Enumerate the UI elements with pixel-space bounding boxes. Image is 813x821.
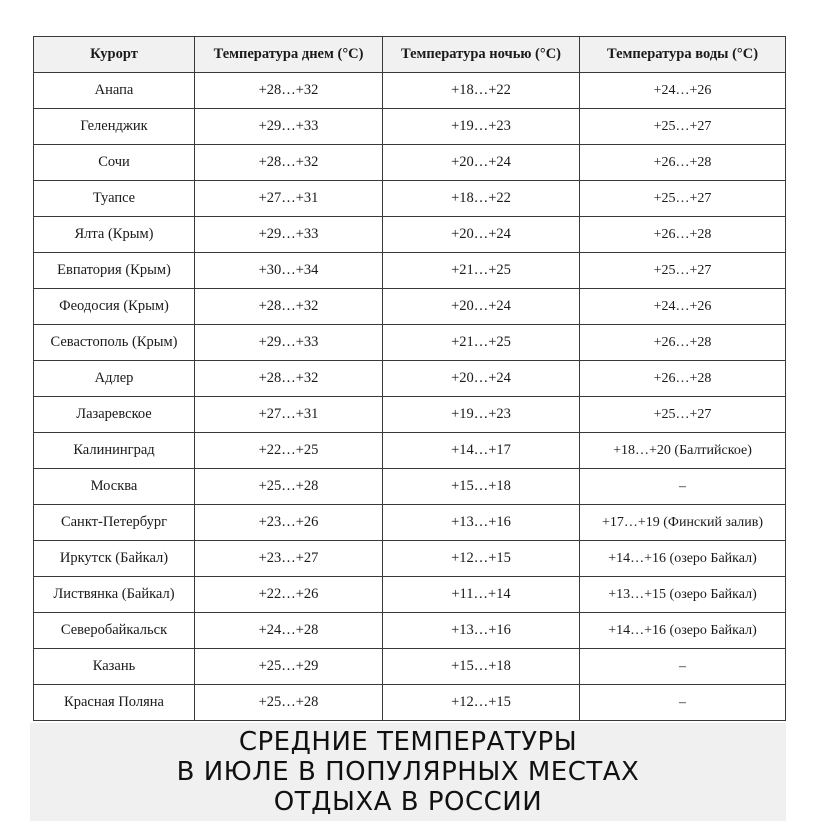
cell-day-temperature: +22…+25: [195, 433, 383, 469]
table-row: [34, 217, 786, 253]
cell-resort: Евпатория (Крым): [34, 253, 195, 289]
cell-resort: Иркутск (Байкал): [34, 541, 195, 577]
cell-night-temperature: +15…+18: [383, 649, 580, 685]
cell-night-temperature: +19…+23: [383, 109, 580, 145]
cell-water-temperature: +17…+19 (Финский залив): [580, 505, 786, 541]
cell-day-temperature: +23…+26: [195, 505, 383, 541]
table-row: [34, 109, 786, 145]
cell-day-temperature: +28…+32: [195, 289, 383, 325]
table-row: [34, 469, 786, 505]
cell-night-temperature: +20…+24: [383, 361, 580, 397]
cell-day-temperature: +25…+28: [195, 469, 383, 505]
cell-resort: Красная Поляна: [34, 685, 195, 721]
cell-night-temperature: +12…+15: [383, 541, 580, 577]
cell-day-temperature: +28…+32: [195, 361, 383, 397]
table-row: [34, 577, 786, 613]
cell-day-temperature: +27…+31: [195, 181, 383, 217]
header-water-temperature: Температура воды (°C): [580, 37, 786, 73]
table-row: [34, 397, 786, 433]
cell-night-temperature: +21…+25: [383, 253, 580, 289]
cell-resort: Сочи: [34, 145, 195, 181]
cell-night-temperature: +18…+22: [383, 181, 580, 217]
cell-day-temperature: +29…+33: [195, 325, 383, 361]
cell-water-temperature: +26…+28: [580, 217, 786, 253]
cell-day-temperature: +28…+32: [195, 73, 383, 109]
cell-water-temperature: –: [580, 649, 786, 685]
cell-water-temperature: –: [580, 469, 786, 505]
table-row: [34, 541, 786, 577]
cell-water-temperature: +14…+16 (озеро Байкал): [580, 541, 786, 577]
header-day-temperature: Температура днем (°C): [195, 37, 383, 73]
cell-night-temperature: +13…+16: [383, 505, 580, 541]
cell-water-temperature: +25…+27: [580, 253, 786, 289]
cell-water-temperature: +26…+28: [580, 145, 786, 181]
cell-night-temperature: +14…+17: [383, 433, 580, 469]
table-row: [34, 361, 786, 397]
cell-resort: Лазаревское: [34, 397, 195, 433]
cell-resort: Казань: [34, 649, 195, 685]
cell-day-temperature: +29…+33: [195, 109, 383, 145]
cell-water-temperature: +24…+26: [580, 289, 786, 325]
table-header-row: [34, 37, 786, 73]
table-row: [34, 145, 786, 181]
table-row: [34, 433, 786, 469]
table-row: [34, 253, 786, 289]
cell-night-temperature: +12…+15: [383, 685, 580, 721]
cell-resort: Туапсе: [34, 181, 195, 217]
cell-night-temperature: +15…+18: [383, 469, 580, 505]
cell-water-temperature: +25…+27: [580, 397, 786, 433]
cell-resort: Геленджик: [34, 109, 195, 145]
cell-resort: Анапа: [34, 73, 195, 109]
cell-resort: Ялта (Крым): [34, 217, 195, 253]
table-body: [34, 73, 786, 721]
table-row: [34, 613, 786, 649]
cell-day-temperature: +24…+28: [195, 613, 383, 649]
cell-day-temperature: +25…+28: [195, 685, 383, 721]
table-row: [34, 505, 786, 541]
table-row: [34, 181, 786, 217]
caption-line-1: СРЕДНИЕ ТЕМПЕРАТУРЫ: [238, 727, 578, 757]
cell-day-temperature: +22…+26: [195, 577, 383, 613]
cell-water-temperature: +26…+28: [580, 361, 786, 397]
header-resort: Курорт: [34, 37, 195, 73]
temperature-table-wrapper: [33, 36, 785, 721]
table-row: [34, 289, 786, 325]
cell-water-temperature: +25…+27: [580, 181, 786, 217]
cell-resort: Адлер: [34, 361, 195, 397]
cell-resort: Феодосия (Крым): [34, 289, 195, 325]
cell-water-temperature: +14…+16 (озеро Байкал): [580, 613, 786, 649]
cell-night-temperature: +11…+14: [383, 577, 580, 613]
table-row: [34, 73, 786, 109]
cell-resort: Листвянка (Байкал): [34, 577, 195, 613]
cell-night-temperature: +18…+22: [383, 73, 580, 109]
cell-resort: Санкт-Петербург: [34, 505, 195, 541]
cell-day-temperature: +30…+34: [195, 253, 383, 289]
cell-day-temperature: +25…+29: [195, 649, 383, 685]
cell-water-temperature: +18…+20 (Балтийское): [580, 433, 786, 469]
cell-water-temperature: +25…+27: [580, 109, 786, 145]
caption-line-2: В ИЮЛЕ В ПОПУЛЯРНЫХ МЕСТАХ: [176, 757, 640, 787]
cell-water-temperature: –: [580, 685, 786, 721]
header-night-temperature: Температура ночью (°C): [383, 37, 580, 73]
cell-water-temperature: +24…+26: [580, 73, 786, 109]
cell-night-temperature: +21…+25: [383, 325, 580, 361]
cell-night-temperature: +13…+16: [383, 613, 580, 649]
cell-day-temperature: +29…+33: [195, 217, 383, 253]
table-row: [34, 325, 786, 361]
cell-night-temperature: +20…+24: [383, 289, 580, 325]
cell-resort: Москва: [34, 469, 195, 505]
cell-day-temperature: +27…+31: [195, 397, 383, 433]
caption-line-3: ОТДЫХА В РОССИИ: [273, 787, 543, 817]
cell-resort: Северобайкальск: [34, 613, 195, 649]
infographic-caption: [30, 723, 786, 821]
cell-resort: Севастополь (Крым): [34, 325, 195, 361]
cell-night-temperature: +20…+24: [383, 145, 580, 181]
cell-resort: Калининград: [34, 433, 195, 469]
table-row: [34, 685, 786, 721]
cell-night-temperature: +19…+23: [383, 397, 580, 433]
table-row: [34, 649, 786, 685]
cell-water-temperature: +26…+28: [580, 325, 786, 361]
temperature-table: [33, 36, 786, 721]
cell-day-temperature: +23…+27: [195, 541, 383, 577]
cell-night-temperature: +20…+24: [383, 217, 580, 253]
cell-water-temperature: +13…+15 (озеро Байкал): [580, 577, 786, 613]
cell-day-temperature: +28…+32: [195, 145, 383, 181]
